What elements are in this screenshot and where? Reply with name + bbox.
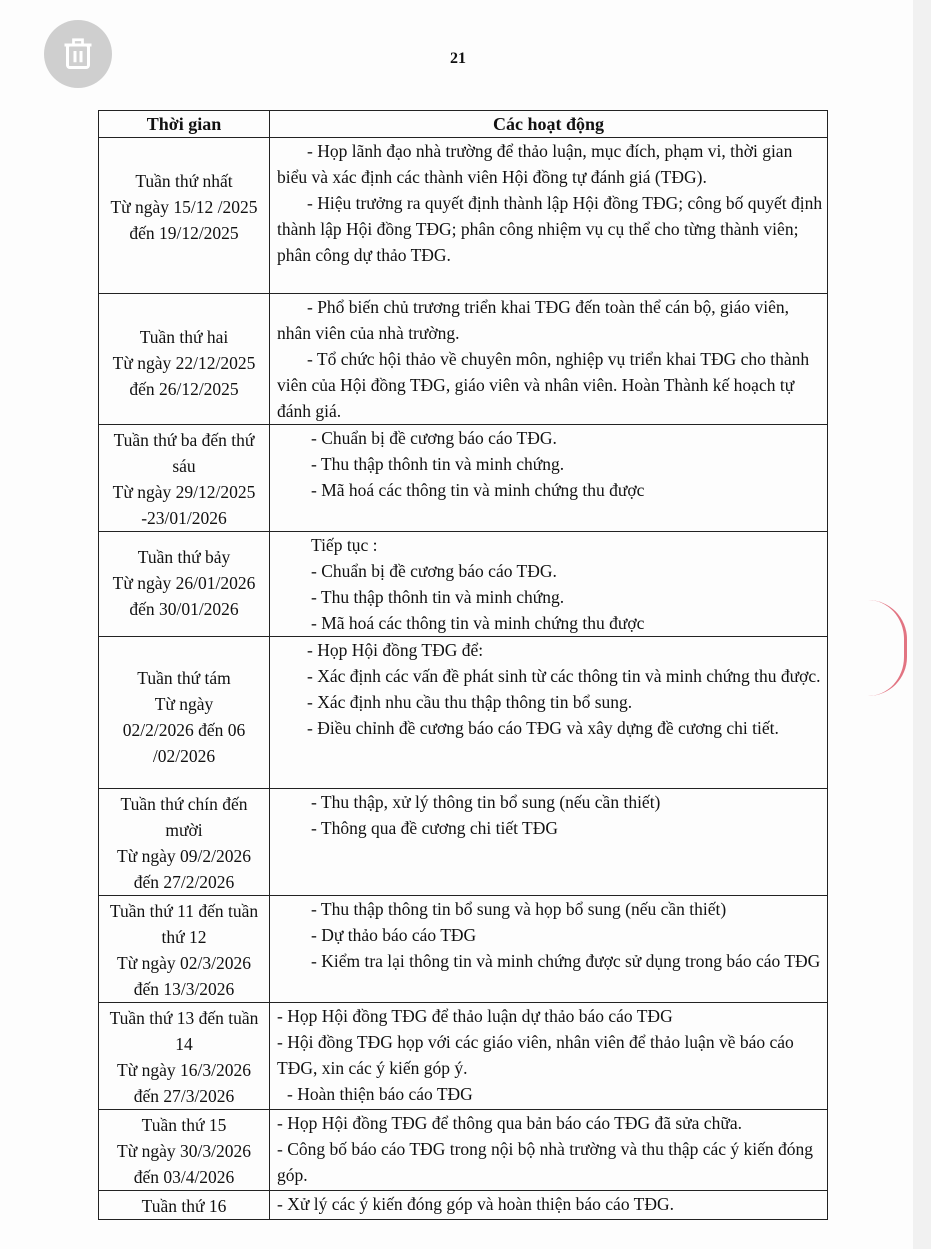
activity-item: - Thu thập, xử lý thông tin bổ sung (nếu cần thiết) xyxy=(311,792,661,812)
activity-item: - Họp Hội đồng TĐG để: xyxy=(307,640,484,660)
activity-item: - Chuẩn bị đề cương báo cáo TĐG. xyxy=(311,561,557,581)
activity-item: - Điều chỉnh đề cương báo cáo TĐG và xây dựng đề cương chi tiết. xyxy=(307,718,779,738)
time-line: Tuần thứ chín đến mười xyxy=(120,794,248,840)
activity-item: - Hội đồng TĐG họp với các giáo viên, nhân viên để thảo luận về báo cáo TĐG, xin các ý kiến góp ý. xyxy=(277,1032,794,1078)
time-cell xyxy=(99,789,270,896)
header-activities: Các hoạt động xyxy=(270,111,828,138)
time-line: đến 03/4/2026 xyxy=(133,1167,235,1187)
activity-item: - Xác định nhu cầu thu thập thông tin bổ sung. xyxy=(307,692,633,712)
time-line: Từ ngày 29/12/2025 -23/01/2026 xyxy=(112,482,256,528)
header-time: Thời gian xyxy=(99,111,270,138)
page-edge xyxy=(913,0,931,1249)
activity-item: - Chuẩn bị đề cương báo cáo TĐG. xyxy=(311,428,557,448)
delete-button[interactable] xyxy=(44,20,112,88)
time-line: Tuần thứ 15 xyxy=(141,1115,227,1135)
time-line: Từ ngày 09/2/2026 xyxy=(117,846,251,866)
table-row xyxy=(99,896,828,1003)
time-line: Tuần thứ nhất xyxy=(135,171,233,191)
table-row xyxy=(99,1191,828,1220)
activity-item: - Mã hoá các thông tin và minh chứng thu được xyxy=(311,480,645,500)
activity-item: - Thu thập thônh tin và minh chứng. xyxy=(311,454,565,474)
time-line: đến 30/01/2026 xyxy=(129,599,239,619)
table-row xyxy=(99,637,828,789)
activity-item: - Họp lãnh đạo nhà trường để thảo luận, mục đích, phạm vi, thời gian biểu và xác định các thành viên Hội đồng tự đánh giá (TĐG). xyxy=(277,141,793,187)
page-number: 21 xyxy=(450,50,466,67)
activity-item: - Thu thập thônh tin và minh chứng. xyxy=(311,587,565,607)
table-header-row xyxy=(99,111,828,138)
time-line: đến 27/3/2026 xyxy=(133,1086,235,1106)
time-cell xyxy=(99,425,270,532)
activity-item: - Thu thập thông tin bổ sung và họp bổ sung (nếu cần thiết) xyxy=(311,899,727,919)
activity-item: - Kiểm tra lại thông tin và minh chứng được sử dụng trong báo cáo TĐG xyxy=(311,951,821,971)
time-cell xyxy=(99,294,270,425)
activity-item: - Phổ biến chủ trương triển khai TĐG đến toàn thể cán bộ, giáo viên, nhân viên của nhà trường. xyxy=(277,297,790,343)
activities-cell xyxy=(270,294,828,425)
trash-icon xyxy=(60,36,96,72)
time-line: Từ ngày 15/12 /2025 xyxy=(110,197,258,217)
time-line: Từ ngày 26/01/2026 xyxy=(112,573,256,593)
time-line: Từ ngày xyxy=(154,694,214,714)
table-row xyxy=(99,1003,828,1110)
activity-item: - Hoàn thiện báo cáo TĐG xyxy=(287,1084,473,1104)
activities-cell xyxy=(270,1191,828,1220)
activity-item: - Thông qua đề cương chi tiết TĐG xyxy=(311,818,558,838)
activities-cell xyxy=(270,1110,828,1191)
schedule-table xyxy=(98,110,828,1220)
activity-item: - Xác định các vấn đề phát sinh từ các thông tin và minh chứng thu được. xyxy=(307,666,821,686)
time-cell xyxy=(99,532,270,637)
time-line: Từ ngày 02/3/2026 xyxy=(117,953,251,973)
table-body xyxy=(99,138,828,1220)
table-row xyxy=(99,138,828,294)
time-cell xyxy=(99,637,270,789)
time-line: đến 19/12/2025 xyxy=(129,223,239,243)
time-line: Tuần thứ 11 đến tuần thứ 12 xyxy=(109,901,259,947)
activities-cell xyxy=(270,896,828,1003)
time-line: Từ ngày 22/12/2025 xyxy=(112,353,256,373)
time-line: Tuần thứ ba đến thứ sáu xyxy=(113,430,255,476)
activity-item: - Hiệu trưởng ra quyết định thành lập Hội đồng TĐG; công bố quyết định thành lập Hội đồng TĐG; phân công nhiệm vụ cụ thể cho từng thành viên; phân công dự thảo TĐG. xyxy=(277,193,823,265)
activities-cell xyxy=(270,532,828,637)
time-cell xyxy=(99,138,270,294)
time-line: Tuần thứ tám xyxy=(137,668,231,688)
activity-item: Tiếp tục : xyxy=(311,535,378,555)
activity-item: - Xử lý các ý kiến đóng góp và hoàn thiện báo cáo TĐG. xyxy=(277,1194,674,1214)
time-line: đến 26/12/2025 xyxy=(129,379,239,399)
activity-item: - Họp Hội đồng TĐG để thảo luận dự thảo báo cáo TĐG xyxy=(277,1006,673,1026)
time-cell xyxy=(99,1110,270,1191)
time-line: Tuần thứ hai xyxy=(139,327,229,347)
time-cell xyxy=(99,1191,270,1220)
table-row xyxy=(99,294,828,425)
time-line: Tuần thứ bảy xyxy=(137,547,231,567)
activity-item: - Tổ chức hội thảo về chuyên môn, nghiệp vụ triển khai TĐG cho thành viên của Hội đồng TĐG, giáo viên và nhân viên. Hoàn Thành kế hoạch tự đánh giá. xyxy=(277,349,810,421)
activities-cell xyxy=(270,789,828,896)
activities-cell xyxy=(270,637,828,789)
time-line: Tuần thứ 16 xyxy=(141,1196,227,1216)
table-row xyxy=(99,532,828,637)
time-line: đến 27/2/2026 xyxy=(133,872,235,892)
activities-cell xyxy=(270,1003,828,1110)
time-cell xyxy=(99,896,270,1003)
activity-item: - Họp Hội đồng TĐG để thông qua bản báo cáo TĐG đã sửa chữa. xyxy=(277,1113,742,1133)
time-line: Từ ngày 16/3/2026 xyxy=(117,1060,251,1080)
time-line: 02/2/2026 đến 06 /02/2026 xyxy=(122,720,246,766)
time-line: Từ ngày 30/3/2026 xyxy=(117,1141,251,1161)
activity-item: - Công bố báo cáo TĐG trong nội bộ nhà trường và thu thập các ý kiến đóng góp. xyxy=(277,1139,814,1185)
activities-cell xyxy=(270,425,828,532)
time-cell xyxy=(99,1003,270,1110)
activity-item: - Dự thảo báo cáo TĐG xyxy=(311,925,477,945)
time-line: đến 13/3/2026 xyxy=(133,979,235,999)
table-row xyxy=(99,789,828,896)
table-row xyxy=(99,425,828,532)
time-line: Tuần thứ 13 đến tuần 14 xyxy=(109,1008,259,1054)
activity-item: - Mã hoá các thông tin và minh chứng thu được xyxy=(311,613,645,633)
table-row xyxy=(99,1110,828,1191)
activities-cell xyxy=(270,138,828,294)
